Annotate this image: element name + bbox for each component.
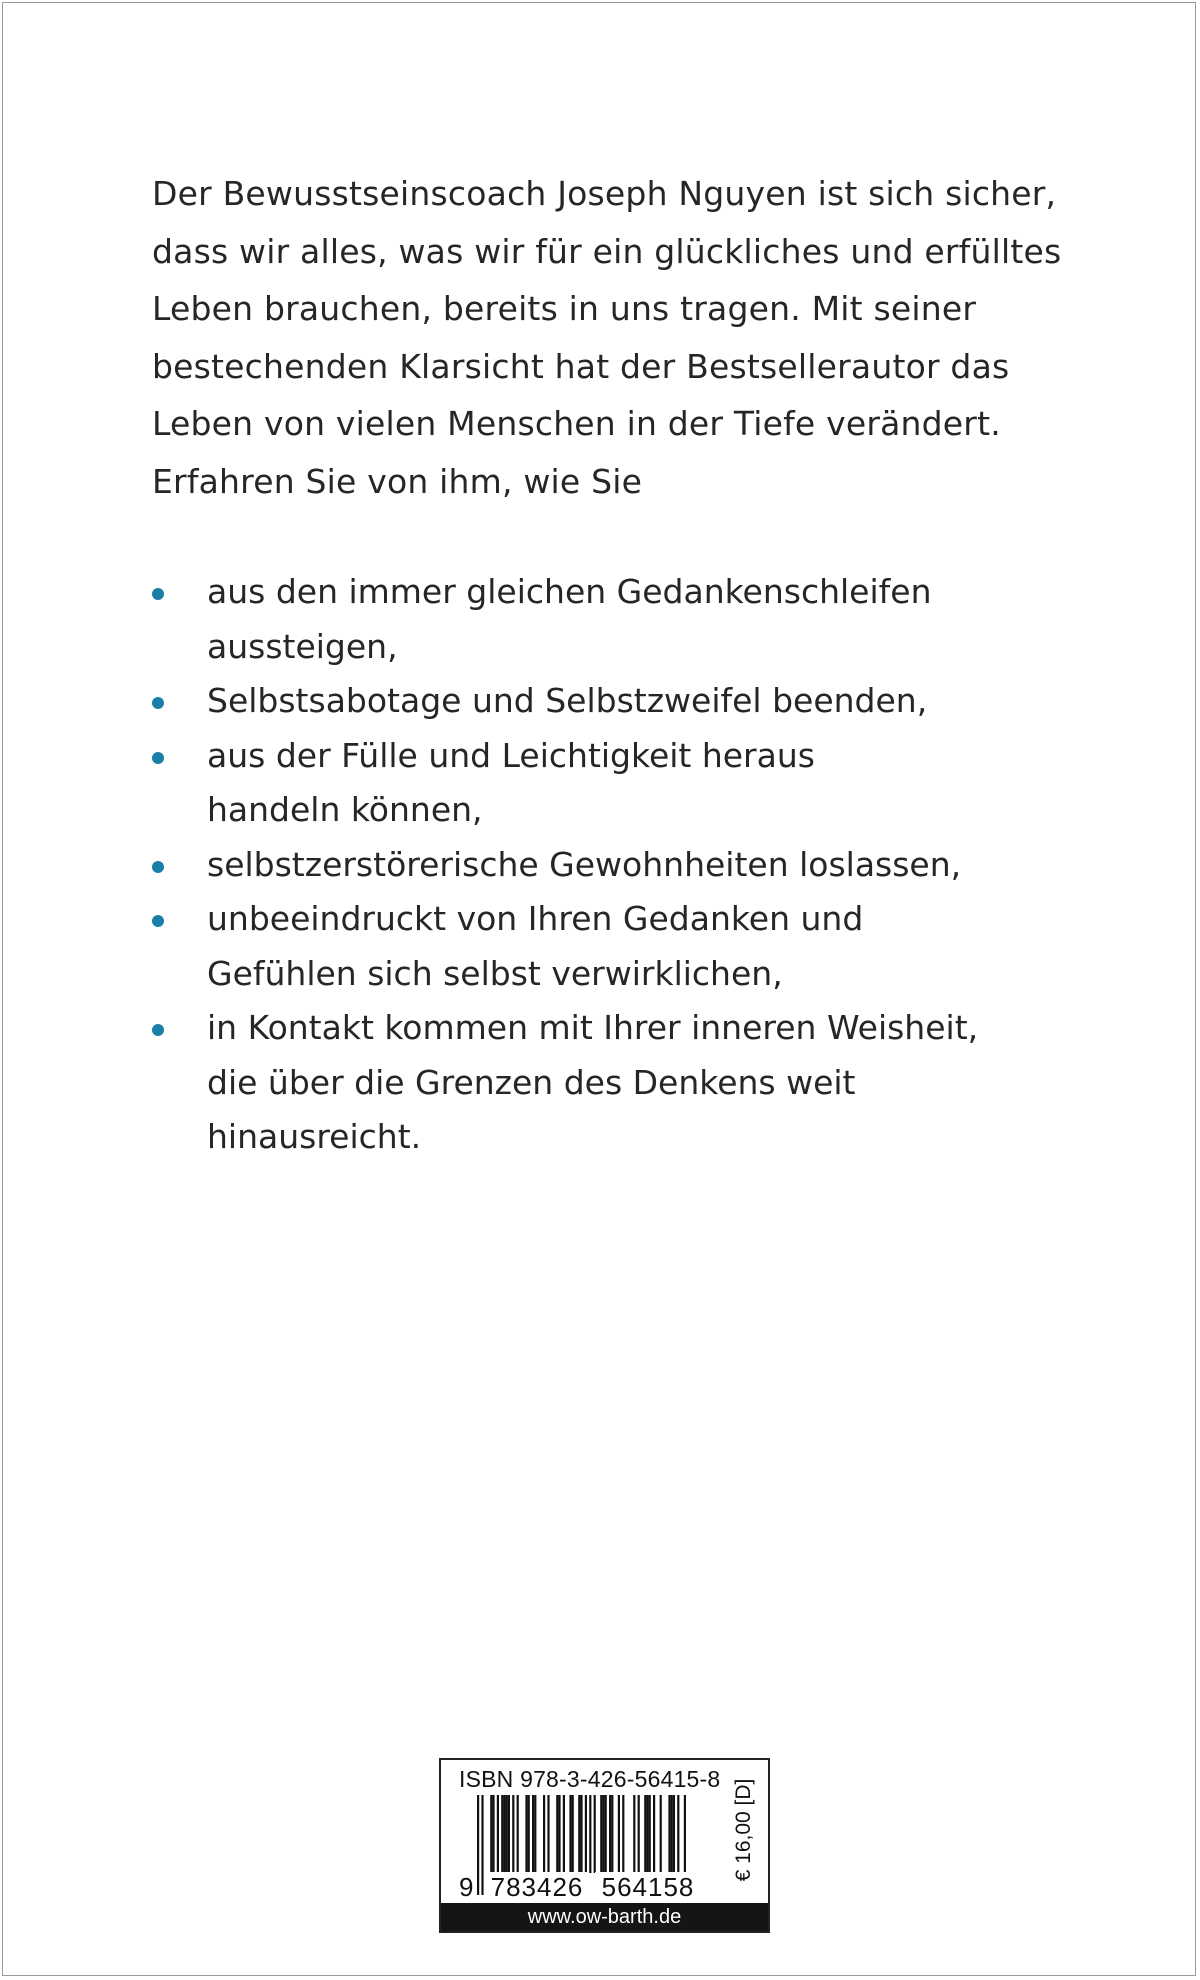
barcode-bar bbox=[668, 1795, 670, 1873]
barcode-bar bbox=[506, 1795, 508, 1873]
list-item-line: handeln können, bbox=[207, 790, 483, 829]
list-item bbox=[152, 729, 1072, 838]
intro-line: Der Bewusstseinscoach Joseph Nguyen ist sich sicher, bbox=[152, 174, 1057, 213]
barcode-bar bbox=[589, 1795, 591, 1873]
price-label-wrap bbox=[724, 1770, 764, 1890]
barcode-bar bbox=[609, 1795, 611, 1873]
barcode-bar bbox=[569, 1795, 571, 1873]
barcode-bar bbox=[547, 1795, 549, 1873]
barcode-bar bbox=[572, 1795, 574, 1873]
list-item-line: aus den immer gleichen Gedankenschleifen bbox=[207, 572, 932, 611]
barcode-bar bbox=[611, 1795, 613, 1873]
barcode-bar bbox=[605, 1795, 607, 1873]
barcode-bar bbox=[556, 1795, 558, 1873]
barcode-bar bbox=[525, 1795, 527, 1873]
list-item bbox=[152, 674, 1072, 729]
list-item bbox=[152, 892, 1072, 1001]
intro-line: bestechenden Klarsicht hat der Bestsellerautor das bbox=[152, 346, 1010, 386]
bullet-dot-icon bbox=[152, 588, 164, 600]
barcode-bar bbox=[653, 1795, 655, 1873]
list-item-line: in Kontakt kommen mit Ihrer inneren Weisheit, bbox=[207, 1008, 979, 1047]
barcode-bar bbox=[558, 1795, 560, 1873]
barcode-bar bbox=[633, 1795, 635, 1873]
barcode-bar bbox=[490, 1795, 492, 1873]
barcode-bar bbox=[660, 1795, 662, 1873]
barcode-bar bbox=[677, 1795, 679, 1873]
barcode-right-digits: 564158 bbox=[595, 1872, 701, 1903]
isbn-text: ISBN 978-3-426-56415-8 bbox=[459, 1766, 721, 1792]
barcode-bar bbox=[649, 1795, 651, 1873]
list-item-line: selbstzerstörerische Gewohnheiten loslassen, bbox=[207, 844, 962, 884]
barcode-bar bbox=[673, 1795, 675, 1873]
barcode-bar bbox=[646, 1795, 648, 1873]
list-item bbox=[152, 838, 1072, 893]
barcode-bar bbox=[497, 1795, 499, 1873]
barcode-bar bbox=[563, 1795, 565, 1873]
barcode-bar bbox=[501, 1795, 503, 1873]
intro-line: Leben brauchen, bereits in uns tragen. Mit seiner bbox=[152, 289, 977, 328]
price-label: € 16,00 [D] bbox=[732, 1778, 755, 1882]
intro-line: dass wir alles, was wir für ein glückliches und erfülltes bbox=[152, 231, 1062, 271]
benefits-list bbox=[152, 565, 1072, 1165]
bullet-dot-icon bbox=[152, 697, 164, 709]
barcode-bar bbox=[671, 1795, 673, 1873]
bullet-dot-icon bbox=[152, 1024, 164, 1036]
barcode-bar bbox=[638, 1795, 640, 1873]
intro-paragraph bbox=[152, 165, 1082, 510]
barcode-bar bbox=[492, 1795, 494, 1873]
publisher-url: www.ow-barth.de bbox=[441, 1903, 768, 1931]
barcode-bar bbox=[618, 1795, 620, 1873]
barcode-bar bbox=[512, 1795, 514, 1873]
list-item-line: die über die Grenzen des Denkens weit bbox=[207, 1062, 856, 1102]
intro-line: Leben von vielen Menschen in der Tiefe verändert. bbox=[152, 404, 1001, 443]
bullet-dot-icon bbox=[152, 915, 164, 927]
barcode-bar bbox=[534, 1795, 536, 1873]
barcode-first-digit: 9 bbox=[459, 1872, 474, 1902]
list-item-line: aussteigen, bbox=[207, 626, 398, 666]
barcode-bar bbox=[594, 1795, 596, 1873]
barcode-bar bbox=[517, 1795, 519, 1873]
barcode-bar bbox=[503, 1795, 505, 1873]
list-item-line: unbeeindruckt von Ihren Gedanken und bbox=[207, 899, 864, 938]
barcode-bar bbox=[600, 1795, 602, 1873]
barcode-bar bbox=[528, 1795, 530, 1873]
barcode-bar bbox=[543, 1795, 545, 1873]
list-item-line: Gefühlen sich selbst verwirklichen, bbox=[207, 953, 783, 993]
list-item-line: aus der Fülle und Leichtigkeit heraus bbox=[207, 735, 815, 775]
barcode-bar bbox=[481, 1795, 483, 1895]
barcode-bar bbox=[532, 1795, 534, 1873]
barcode-bar bbox=[644, 1795, 646, 1873]
bullet-dot-icon bbox=[152, 861, 164, 873]
list-item-line: hinausreicht. bbox=[207, 1117, 422, 1156]
bullet-dot-icon bbox=[152, 752, 164, 764]
list-item bbox=[152, 565, 1072, 674]
barcode-bar bbox=[508, 1795, 510, 1873]
intro-line: Erfahren Sie von ihm, wie Sie bbox=[152, 461, 643, 501]
list-item-line: Selbstsabotage und Selbstzweifel beenden, bbox=[207, 681, 928, 720]
barcode-bar bbox=[622, 1795, 624, 1873]
barcode-bar bbox=[602, 1795, 604, 1873]
list-item bbox=[152, 1001, 1072, 1165]
barcode-bar bbox=[477, 1795, 479, 1895]
barcode-box bbox=[439, 1758, 770, 1933]
barcode-left-digits: 783426 bbox=[485, 1872, 589, 1903]
